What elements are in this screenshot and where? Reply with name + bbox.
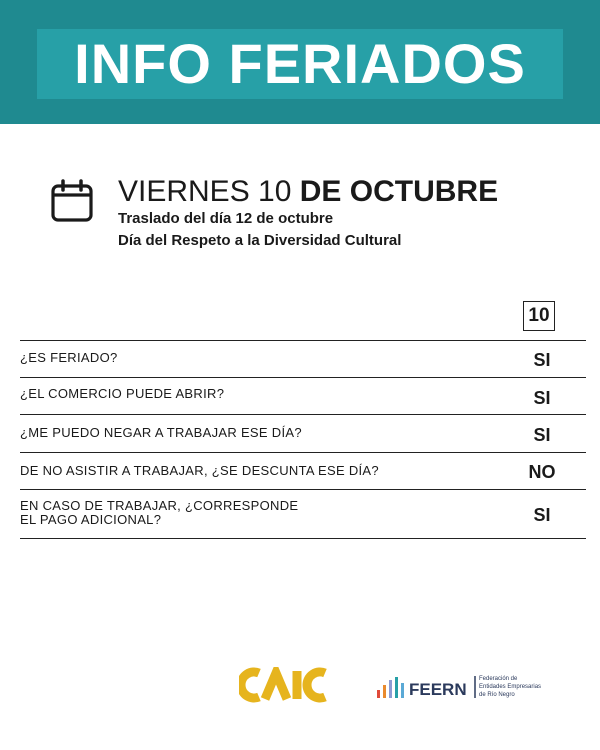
- table-row: [20, 414, 586, 452]
- feern-logo: [375, 664, 575, 704]
- table-row: [20, 377, 586, 414]
- date-subtitle-2: Día del Respeto a la Diversidad Cultural: [118, 232, 402, 249]
- row-question: ¿ME PUEDO NEGAR A TRABAJAR ESE DÍA?: [20, 425, 302, 440]
- svg-text:Entidades Empresarias: Entidades Empresarias: [479, 684, 542, 690]
- header-banner: [0, 0, 600, 124]
- caic-logo: [239, 667, 335, 703]
- faq-table: [20, 340, 586, 539]
- row-question: ¿EL COMERCIO PUEDE ABRIR?: [20, 386, 225, 401]
- date-subtitle-1: Traslado del día 12 de octubre: [118, 210, 334, 227]
- row-answer: SI: [533, 505, 551, 525]
- row-answer: SI: [533, 350, 551, 370]
- table-row: [20, 452, 586, 489]
- header-title-box: [37, 29, 563, 99]
- date-weekday: VIERNES 10: [118, 175, 300, 208]
- row-question: DE NO ASISTIR A TRABAJAR, ¿SE DESCUNTA ESE DÍA?: [20, 463, 379, 478]
- table-row: [20, 340, 586, 377]
- feern-wordmark: FEERN: [409, 680, 467, 699]
- table-row: [20, 489, 586, 539]
- footer: [0, 650, 600, 750]
- row-question: EN CASO DE TRABAJAR, ¿CORRESPONDE EL PAGO ADICIONAL?: [20, 498, 299, 527]
- row-answer: SI: [533, 388, 551, 408]
- calendar-icon: [50, 179, 94, 223]
- row-answer: NO: [528, 462, 556, 482]
- column-header-day: 10: [523, 301, 555, 331]
- svg-text:Federación de: Federación de: [479, 676, 518, 682]
- row-question: ¿ES FERIADO?: [20, 350, 118, 365]
- date-title: [118, 177, 498, 207]
- row-answer: SI: [533, 425, 551, 445]
- page-title: INFO FERIADOS: [74, 32, 526, 95]
- date-month: DE OCTUBRE: [299, 175, 499, 208]
- svg-text:de Río Negro: de Río Negro: [479, 692, 515, 698]
